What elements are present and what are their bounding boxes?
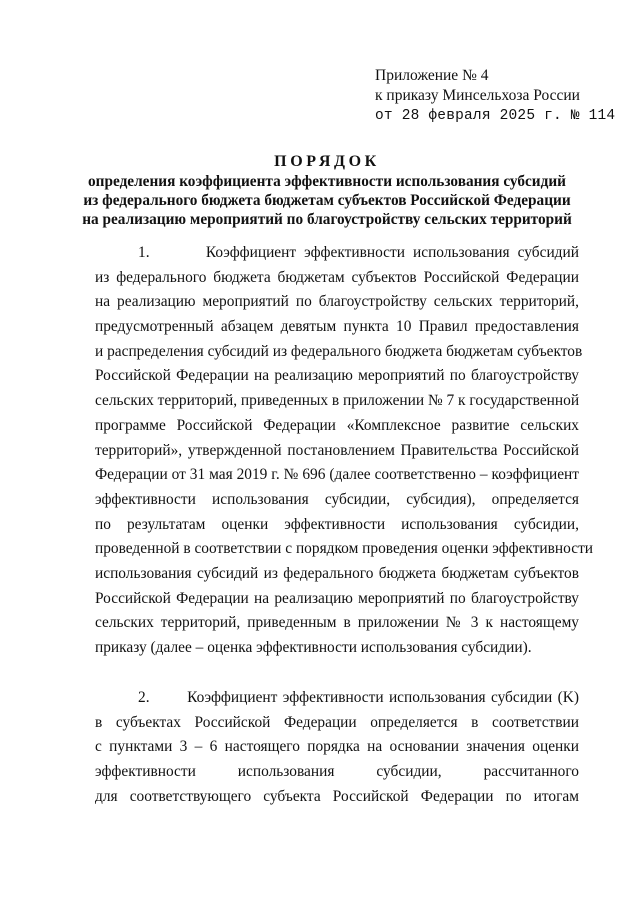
paragraph-line: проведенной в соответствии с порядком проведения оценки эффективности (95, 540, 594, 558)
paragraph-line: в субъектах Российской Федерации определяется в соответствии (95, 713, 579, 731)
document-title (0, 152, 640, 229)
appendix-number: Приложение № 4 (375, 67, 489, 84)
title-main: ПОРЯДОК (274, 153, 380, 170)
paragraph-line: Российской Федерации на реализацию мероприятий по благоустройству (95, 367, 579, 385)
paragraph-line: на реализацию мероприятий по благоустройству сельских территорий, (95, 293, 579, 311)
paragraph-line: Российской Федерации на реализацию мероприятий по благоустройству (95, 589, 579, 607)
paragraph-line: по результатам оценки эффективности использования субсидии, (95, 515, 579, 533)
title-subtitle-line-2: из федерального бюджета бюджетам субъектов Российской Федерации (83, 192, 571, 209)
paragraph-line: для соответствующего субъекта Российской Федерации по итогам (95, 787, 579, 805)
paragraph-line: Федерации от 31 мая 2019 г. № 696 (далее соответственно – коэффициент (95, 466, 579, 484)
paragraph-line: с пунктами 3 – 6 настоящего порядка на основании значения оценки (95, 738, 579, 756)
paragraph-line: предусмотренный абзацем девятым пункта 10 Правил предоставления (95, 318, 579, 336)
title-subtitle-line-1: определения коэффициента эффективности использования субсидий (88, 173, 566, 190)
paragraph-2 (95, 686, 579, 809)
paragraph-1 (95, 241, 594, 661)
paragraph-line: программе Российской Федерации «Комплексное развитие сельских (95, 416, 579, 434)
paragraph-line: сельских территорий, приведенных в приложении № 7 к государственной (95, 392, 580, 410)
paragraph-line: территорий», утвержденной постановлением Правительства Российской (95, 441, 579, 459)
appendix-order-ref: к приказу Минсельхоза России (375, 87, 580, 104)
paragraph-line: эффективности использования субсидии, субсидия), определяется (95, 490, 579, 508)
appendix-header (375, 66, 615, 126)
paragraph-line: 2. Коэффициент эффективности использования субсидии (K) (138, 689, 579, 706)
paragraph-line: сельских территорий, приведенным в приложении № 3 к настоящему (95, 614, 579, 632)
paragraph-line: из федерального бюджета бюджетам субъектов Российской Федерации (95, 268, 579, 286)
appendix-order-date: от 28 февраля 2025 г. № 114 (375, 108, 616, 124)
paragraph-line: 1. Коэффициент эффективности использования субсидий (138, 244, 579, 261)
paragraph-line: и распределения субсидий из федерального бюджета бюджетам субъектов (95, 342, 583, 360)
paragraph-line: приказу (далее – оценка эффективности использования субсидии). (95, 639, 532, 656)
paragraph-line: использования субсидий из федерального бюджета бюджетам субъектов (95, 564, 579, 582)
paragraph-line: эффективности использования субсидии, рассчитанного (95, 763, 579, 781)
title-subtitle-line-3: на реализацию мероприятий по благоустройству сельских территорий (82, 211, 572, 228)
